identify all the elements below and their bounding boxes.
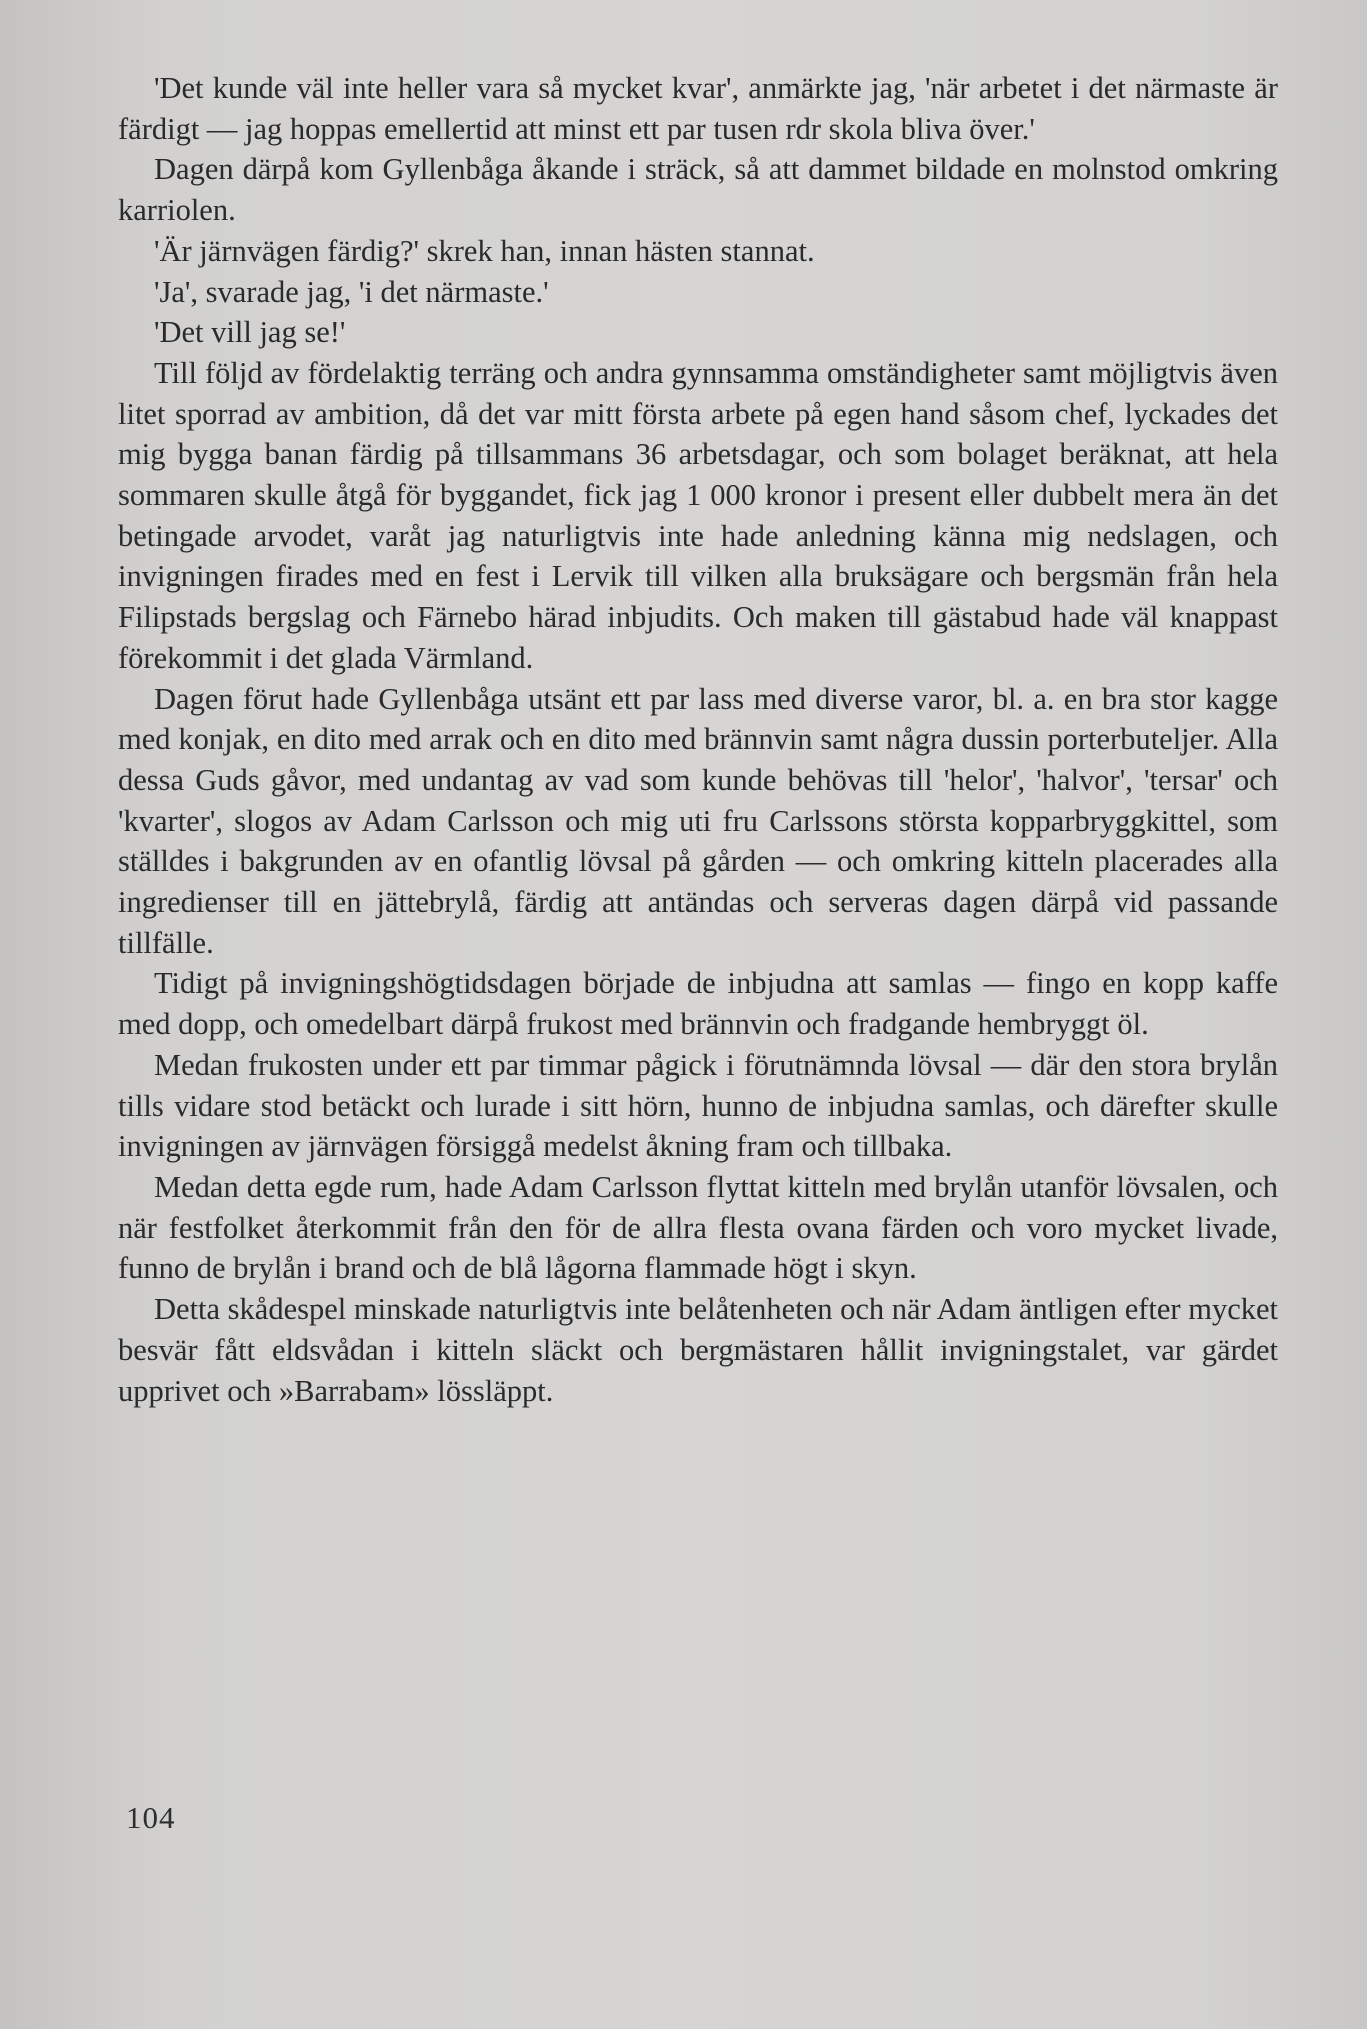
paragraph: Dagen förut hade Gyllenbåga utsänt ett par lass med diverse varor, bl. a. en bra stor kagge med konjak, en dito med arrak och en dito med brännvin samt några dussin porterbuteljer. Alla dessa Guds gåvor, med undantag av vad som kunde behövas till 'helor', 'halvor', 'tersar' och 'kvarter', slogos av Adam Carlsson och mig uti fru Carlssons största kopparbryggkittel, som ställdes i bakgrunden av en ofantlig lövsal på gården — och omkring kitteln placerades alla ingredienser till en jättebrylå, färdig att antändas och serveras dagen därpå vid passande tillfälle. — [118, 681, 1278, 960]
paragraph: Detta skådespel minskade naturligtvis inte belåtenheten och när Adam äntligen efter mycket besvär fått eldsvådan i kitteln släckt och bergmästaren hållit invigningstalet, var gärdet upprivet och »Barrabam» lössläppt. — [118, 1292, 1278, 1408]
paragraph: 'Är järnvägen färdig?' skrek han, innan hästen stannat. — [154, 233, 815, 268]
paragraph: 'Ja', svarade jag, 'i det närmaste.' — [154, 274, 549, 309]
page-number: 104 — [126, 1800, 176, 1835]
paragraph: Medan detta egde rum, hade Adam Carlsson flyttat kitteln med brylån utanför lövsalen, och när festfolket återkommit från den för de allra flesta ovana färden och voro mycket livade, funno de brylån i brand och de blå lågorna flammade högt i skyn. — [118, 1169, 1278, 1286]
paragraph: 'Det kunde väl inte heller vara så mycket kvar', anmärkte jag, 'när arbetet i det närmaste är färdigt — jag hoppas emellertid att minst ett par tusen rdr skola bliva över.' — [118, 71, 1278, 146]
body-text — [118, 68, 1278, 1411]
paragraph: Tidigt på invigningshögtidsdagen började de inbjudna att samlas — fingo en kopp kaffe med dopp, och omedelbart därpå frukost med brännvin och fradgande hembryggt öl. — [118, 966, 1278, 1042]
paragraph: Till följd av fördelaktig terräng och andra gynnsamma omständigheter samt möjligtvis även litet sporrad av ambition, då det var mitt första arbete på egen hand såsom chef, lyckades det mig bygga banan färdig på tillsammans 36 arbetsdagar, och som bolaget beräknat, att hela sommaren skulle åtgå för byggandet, fick jag 1 000 kronor i present eller dubbelt mera än det betingade arvodet, varåt jag naturligtvis inte hade anledning känna mig nedslagen, och invigningen firades med en fest i Lervik till vilken alla bruksägare och bergsmän från hela Filipstads bergslag och Färnebo härad inbjudits. Och maken till gästabud hade väl knappast förekommit i det glada Värmland. — [118, 355, 1278, 675]
paragraph: Dagen därpå kom Gyllenbåga åkande i sträck, så att dammet bildade en molnstod omkring karriolen. — [118, 152, 1278, 228]
paragraph: Medan frukosten under ett par timmar pågick i förutnämnda lövsal — där den stora brylån tills vidare stod betäckt och lurade i sitt hörn, hunno de inbjudna samlas, och därefter skulle invigningen av järnvägen försiggå medelst åkning fram och tillbaka. — [118, 1047, 1278, 1164]
paragraph: 'Det vill jag se!' — [154, 315, 346, 350]
